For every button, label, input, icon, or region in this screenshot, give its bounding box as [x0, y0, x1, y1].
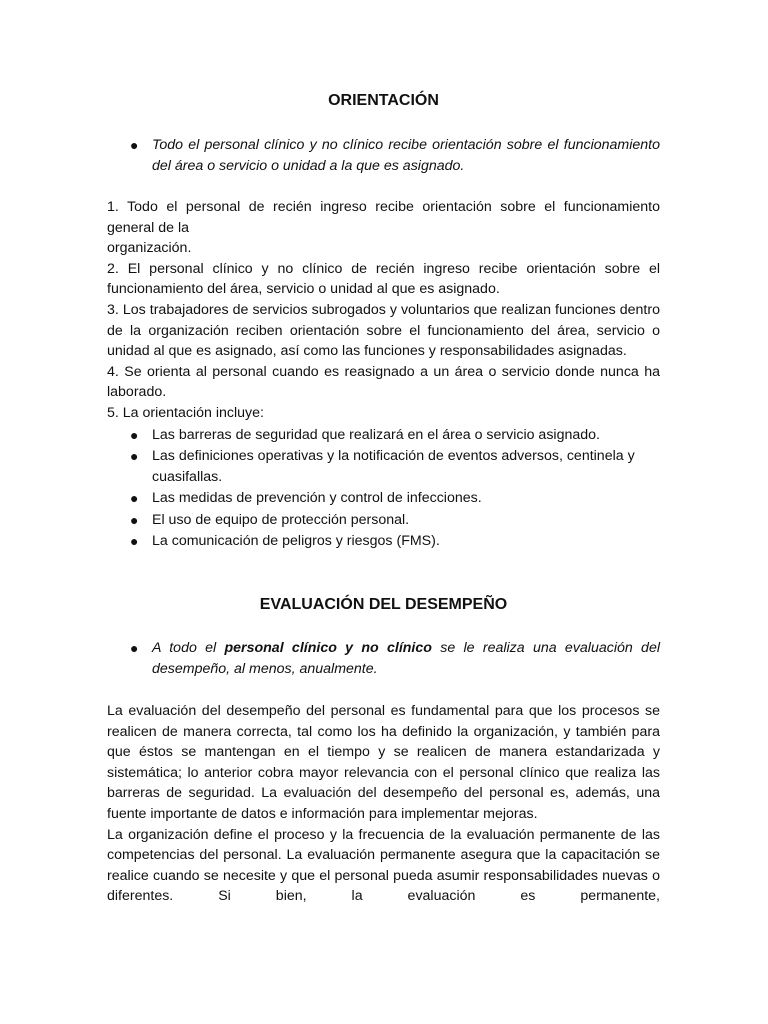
includes-item [107, 488, 660, 509]
item-2: 2. El personal clínico y no clínico de recién ingreso recibe orientación sobre el funcionamiento del área, servicio o unidad al que es asignado. [107, 260, 660, 298]
includes-item-text: Las medidas de prevención y control de infecciones. [152, 490, 482, 507]
evaluation-bullet-bold: personal clínico y no clínico [224, 640, 432, 656]
evaluation-paragraph-1: La evaluación del desempeño del personal es fundamental para que los procesos se realicen de manera correcta, tal como los ha definido la organización, y también para que éstos se mantengan en el tiempo y se realicen de manera estandarizada y sistemática; lo anterior cobra mayor relevancia con el personal clínico que realiza las barreras de seguridad. La evaluación del desempeño del personal es, además, una fuente importante de datos e información para implementar mejoras. [107, 703, 660, 822]
orientation-intro-block [107, 135, 660, 176]
bullet-icon: ● [130, 640, 139, 656]
includes-item-text: Las barreras de seguridad que realizará en el área o servicio asignado. [152, 426, 600, 443]
item-1-line-3: organización. [107, 240, 192, 257]
intro-bullet-list [107, 135, 660, 176]
evaluation-bullet-pre: A todo el [152, 640, 225, 656]
intro-bullet-text: Todo el personal clínico y no clínico recibe orientación sobre el funcionamiento del área o servicio o unidad a la que es asignado. [152, 137, 660, 174]
includes-item [107, 531, 660, 552]
section-title-orientacion: ORIENTACIÓN [328, 92, 439, 109]
item-4: 4. Se orienta al personal cuando es reasignado a un área o servicio donde nunca ha laborado. [107, 363, 660, 401]
bullet-icon: ● [130, 511, 139, 528]
evaluation-bullet-list [107, 638, 660, 679]
intro-bullet-item [107, 135, 660, 176]
includes-item-text: Las definiciones operativas y la notificación de eventos adversos, centinela y cuasifallas. [152, 448, 635, 485]
bullet-icon: ● [130, 448, 139, 465]
evaluation-bullet-item [107, 638, 660, 679]
orientation-includes-list [107, 425, 660, 552]
orientation-items-block [107, 197, 660, 552]
includes-item-text: La comunicación de peligros y riesgos (FMS). [152, 533, 440, 550]
bullet-icon: ● [130, 426, 139, 443]
includes-item-text: El uso de equipo de protección personal. [152, 511, 410, 528]
bullet-icon: ● [130, 533, 139, 550]
evaluation-paragraph-2: La organización define el proceso y la frecuencia de la evaluación permanente de las competencias del personal. La evaluación permanente asegura que la capacitación se realice cuando se necesite y que el personal pueda asumir responsabilidades nuevas o diferentes. Si bien, la evaluación es permanente, [107, 826, 660, 905]
item-3: 3. Los trabajadores de servicios subrogados y voluntarios que realizan funciones dentro de la organización reciben orientación sobre el funcionamiento del área, servicio o unidad al que es asignado, así como las funciones y responsabilidades asignadas. [107, 301, 660, 360]
evaluation-body-block [107, 701, 660, 907]
bullet-icon: ● [130, 137, 139, 153]
includes-item [107, 446, 660, 487]
includes-item [107, 425, 660, 446]
evaluation-bullet-post: se le realiza una evaluación del desempeño, al menos, anualmente. [152, 640, 660, 677]
section-title-evaluacion: EVALUACIÓN DEL DESEMPEÑO [259, 596, 508, 613]
includes-item [107, 510, 660, 531]
evaluation-intro-block [107, 638, 660, 679]
bullet-icon: ● [130, 490, 139, 507]
item-1-line-1: 1. Todo el personal de recién ingreso recibe orientación sobre el funcionamiento [107, 199, 660, 215]
item-5: 5. La orientación incluye: [107, 404, 264, 421]
item-1-line-2: general de la [107, 219, 190, 236]
